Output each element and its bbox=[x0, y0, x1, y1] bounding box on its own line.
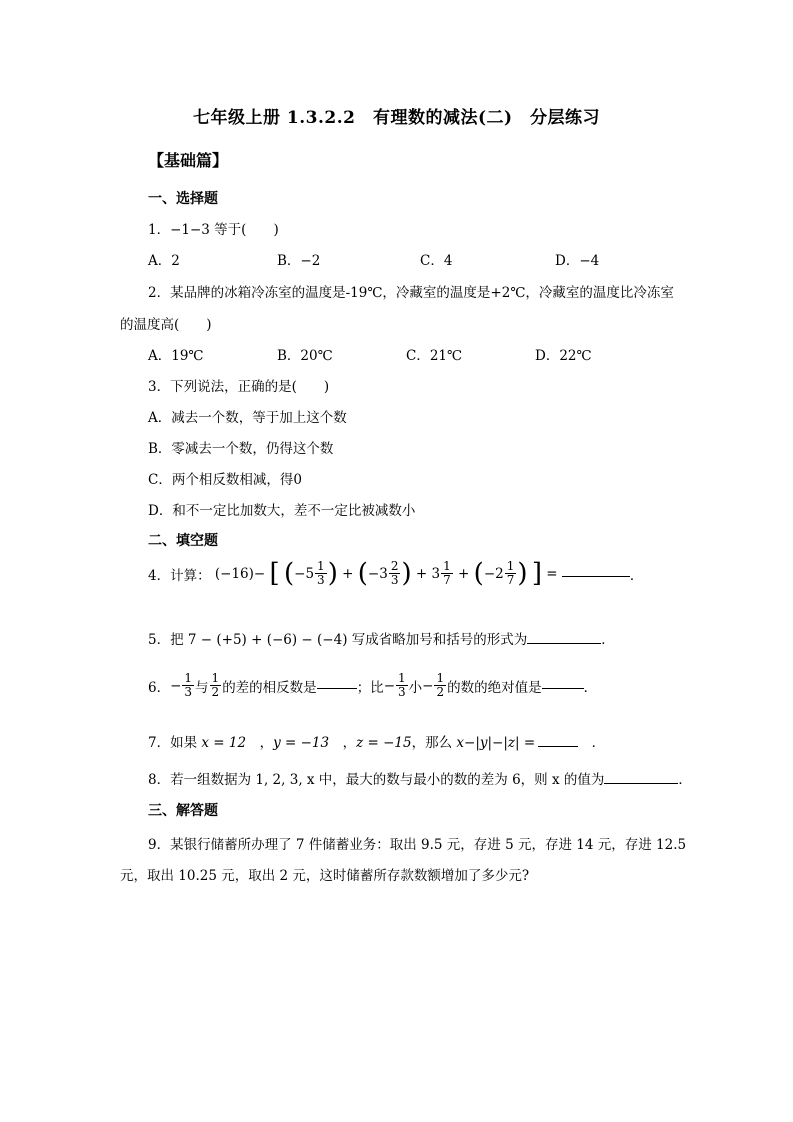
section-label: 【基础篇】 bbox=[148, 151, 229, 170]
q4-expr-start: (−16)− bbox=[214, 565, 266, 582]
q6-frac1-num: 1 bbox=[184, 671, 193, 685]
q4-term2-den: 3 bbox=[390, 573, 399, 587]
q2-option-d: D．22℃ bbox=[535, 348, 592, 364]
q6-frac4-num: 1 bbox=[436, 671, 445, 685]
q6-minus: − bbox=[422, 677, 434, 694]
q7-y-value: y = −13 bbox=[273, 735, 330, 751]
q4-term1-int: −5 bbox=[294, 565, 315, 582]
q4-term4-int: −2 bbox=[483, 565, 504, 582]
q1-option-a: A．2 bbox=[148, 253, 180, 269]
q2-option-c: C．21℃ bbox=[406, 348, 463, 364]
q6-text-opposite: 的差的相反数是 bbox=[222, 679, 317, 696]
q3-option-b: B．零减去一个数，仍得这个数 bbox=[148, 441, 334, 457]
q4-answer-blank[interactable] bbox=[562, 562, 630, 577]
q4-plus: + bbox=[458, 565, 470, 582]
q1-option-d: D．−4 bbox=[555, 253, 600, 269]
q2-option-a: A．19℃ bbox=[148, 348, 204, 364]
heading-answer: 三、解答题 bbox=[148, 803, 218, 819]
q4-period: ． bbox=[629, 567, 644, 584]
q4-term1-frac bbox=[315, 560, 327, 587]
q6-text-abs: 的数的绝对值是 bbox=[447, 679, 542, 696]
q6-frac2 bbox=[210, 672, 222, 699]
q7-z-value: z = −15 bbox=[356, 735, 412, 751]
q4-paren: ( bbox=[283, 558, 295, 589]
q7-expression: x−|y|−|z| = bbox=[456, 735, 536, 751]
q4-bracket-close: ] bbox=[531, 558, 542, 589]
question-2-stem-line2: 的温度高( ) bbox=[120, 317, 212, 333]
q6-text-than: ；比 bbox=[356, 679, 384, 696]
question-9-line2: 元，取出 10.25 元，取出 2 元，这时储蓄所存款数额增加了多少元? bbox=[120, 868, 530, 884]
q4-plus: + bbox=[415, 565, 428, 582]
q6-prefix: 6． bbox=[148, 679, 171, 696]
q6-frac4 bbox=[434, 672, 446, 699]
q5-answer-blank[interactable] bbox=[527, 629, 601, 644]
question-1-stem: 1．−1−3 等于( ) bbox=[148, 222, 279, 238]
q6-frac1 bbox=[182, 672, 194, 699]
q6-period: ． bbox=[583, 679, 598, 696]
question-3-stem: 3．下列说法，正确的是( ) bbox=[148, 379, 330, 395]
q5-period: ． bbox=[601, 632, 615, 648]
q3-option-c: C．两个相反数相减，得0 bbox=[148, 472, 302, 488]
q4-term1-num: 1 bbox=[317, 559, 325, 573]
q5-expression: 7 − (+5) + (−6) − (−4) bbox=[187, 632, 348, 648]
q4-bracket-open: [ bbox=[269, 558, 280, 589]
question-6 bbox=[148, 672, 597, 699]
q6-frac4-den: 2 bbox=[436, 685, 445, 699]
q3-option-d: D．和不一定比加数大，差不一定比被减数小 bbox=[148, 503, 416, 519]
q7-comma: ， bbox=[329, 735, 357, 751]
q6-frac3 bbox=[396, 672, 408, 699]
q8-answer-blank[interactable] bbox=[604, 769, 678, 784]
q7-comma: ， bbox=[246, 735, 274, 751]
q7-prefix: 7．如果 bbox=[148, 735, 202, 751]
q4-paren: ) bbox=[517, 558, 528, 589]
q6-answer-blank-2[interactable] bbox=[542, 674, 584, 689]
question-4 bbox=[148, 560, 643, 587]
q7-text-then: ，那么 bbox=[411, 735, 457, 751]
q4-plus: + bbox=[342, 565, 354, 582]
q6-frac3-den: 3 bbox=[398, 685, 406, 699]
q4-term3-den: 7 bbox=[443, 573, 451, 587]
q4-paren: ) bbox=[327, 558, 338, 589]
question-7 bbox=[148, 731, 605, 751]
q1-option-b: B．−2 bbox=[277, 253, 321, 269]
q6-frac2-den: 2 bbox=[211, 685, 220, 699]
q7-x-value: x = 12 bbox=[201, 735, 247, 751]
q6-frac2-num: 1 bbox=[211, 671, 220, 685]
question-2-stem-line1: 2．某品牌的冰箱冷冻室的温度是-19℃，冷藏室的温度是+2℃，冷藏室的温度比冷冻室 bbox=[148, 285, 674, 301]
q2-option-b: B．20℃ bbox=[277, 348, 333, 364]
q4-paren: ( bbox=[357, 558, 368, 589]
q7-period: ． bbox=[578, 735, 606, 751]
q6-minus: − bbox=[170, 677, 182, 694]
q4-term4-num: 1 bbox=[506, 559, 515, 573]
q8-text: 8．若一组数据为 1, 2, 3, x 中，最大的数与最小的数的差为 6，则 x 的值为 bbox=[148, 772, 605, 788]
q4-prefix: 4．计算： bbox=[148, 567, 211, 584]
q4-equals: = bbox=[546, 565, 558, 582]
q3-option-a: A．减去一个数，等于加上这个数 bbox=[148, 410, 347, 426]
q6-minus: − bbox=[383, 677, 395, 694]
q4-term2-int: −3 bbox=[367, 565, 388, 582]
q4-term3-int: 3 bbox=[431, 565, 441, 582]
q7-answer-blank[interactable] bbox=[538, 732, 578, 747]
q4-term2-num: 2 bbox=[390, 559, 399, 573]
q8-period: ． bbox=[678, 772, 692, 788]
page-title: 七年级上册 1.3.2.2 有理数的减法(二) 分层练习 bbox=[192, 108, 601, 128]
q4-term4-den: 7 bbox=[506, 573, 515, 587]
q6-text-less: 小 bbox=[408, 679, 423, 696]
question-9-line1: 9．某银行储蓄所办理了 7 件储蓄业务：取出 9.5 元，存进 5 元，存进 14 元，存进 12.5 bbox=[148, 837, 687, 853]
heading-fill: 二、填空题 bbox=[148, 533, 218, 549]
q5-prefix: 5．把 bbox=[148, 632, 188, 648]
question-8 bbox=[148, 768, 692, 788]
q4-term3-num: 1 bbox=[443, 559, 451, 573]
q6-text-with: 与 bbox=[195, 679, 209, 696]
question-5 bbox=[148, 628, 615, 648]
q6-answer-blank-1[interactable] bbox=[317, 674, 357, 689]
q4-term1-den: 3 bbox=[317, 573, 325, 587]
q4-term3-frac bbox=[441, 560, 453, 587]
q4-paren: ( bbox=[473, 558, 484, 589]
q5-suffix: 写成省略加号和括号的形式为 bbox=[347, 632, 528, 648]
q4-term2-frac bbox=[389, 560, 401, 587]
q1-option-c: C．4 bbox=[420, 253, 453, 269]
heading-choice: 一、选择题 bbox=[148, 191, 218, 207]
q4-paren: ) bbox=[401, 558, 412, 589]
q4-term4-frac bbox=[505, 560, 517, 587]
q6-frac1-den: 3 bbox=[184, 685, 193, 699]
q6-frac3-num: 1 bbox=[398, 671, 406, 685]
